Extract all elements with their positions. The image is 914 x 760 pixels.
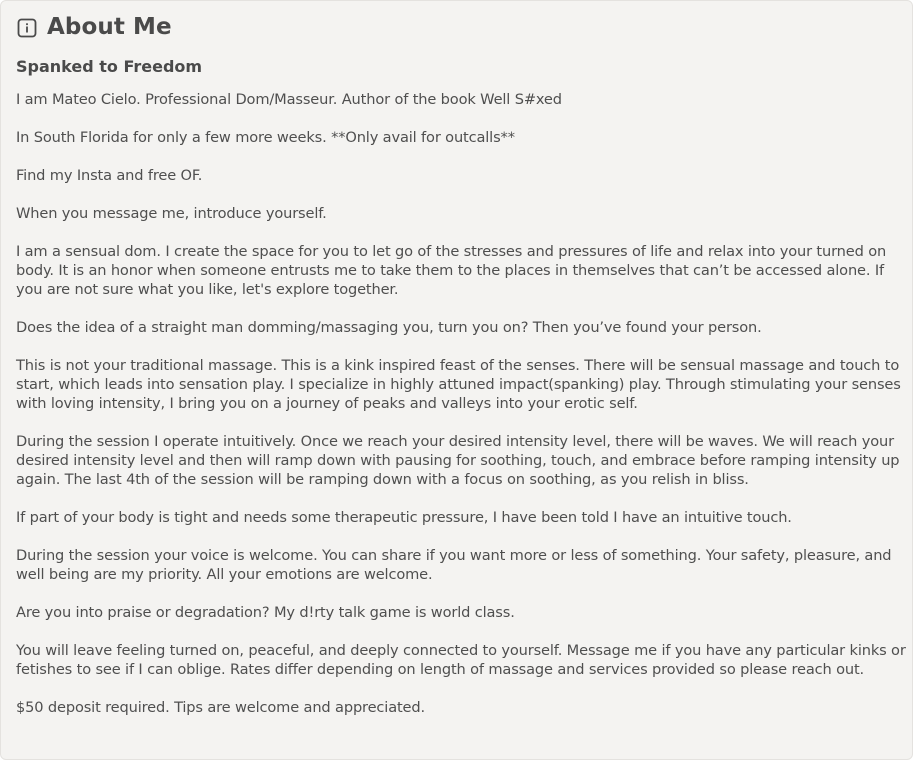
paragraph: This is not your traditional massage. This is a kink inspired feast of the senses. There will be sensual massage and touch to start, which leads into sensation play. I specialize in highly attuned impact(spanking) play. Through stimulating your senses with loving intensity, I bring you on a journey of peaks and valleys into your erotic self.: [16, 357, 901, 412]
paragraph: Does the idea of a straight man domming/massaging you, turn you on? Then you’ve found your person.: [16, 319, 762, 336]
paragraph: In South Florida for only a few more weeks. **Only avail for outcalls**: [16, 129, 515, 146]
about-body: [16, 90, 906, 736]
paragraph: Are you into praise or degradation? My d!rty talk game is world class.: [16, 604, 515, 621]
paragraph: During the session I operate intuitively. Once we reach your desired intensity level, there will be waves. We will reach your desired intensity level and then will ramp down with pausing for soothing, touch, and embrace before ramping intensity up again. The last 4th of the session will be ramping down with a focus on soothing, as you relish in bliss.: [16, 433, 900, 488]
section-title: About Me: [47, 14, 172, 40]
paragraph: Find my Insta and free OF.: [16, 167, 203, 184]
section-header: [17, 11, 172, 43]
paragraph: I am Mateo Cielo. Professional Dom/Masseur. Author of the book Well S#xed: [16, 91, 562, 108]
paragraph: When you message me, introduce yourself.: [16, 205, 327, 222]
paragraph: You will leave feeling turned on, peaceful, and deeply connected to yourself. Message me if you have any particular kinks or fetishes to see if I can oblige. Rates differ depending on length of massage and services provided so please reach out.: [16, 642, 906, 678]
info-icon: [17, 18, 37, 38]
paragraph: I am a sensual dom. I create the space for you to let go of the stresses and pressures of life and relax into your turned on body. It is an honor when someone entrusts me to take them to the places in themselves that can’t be accessed alone. If you are not sure what you like, let's explore together.: [16, 243, 887, 298]
paragraph: If part of your body is tight and needs some therapeutic pressure, I have been told I have an intuitive touch.: [16, 509, 792, 526]
paragraph: During the session your voice is welcome. You can share if you want more or less of something. Your safety, pleasure, and well being are my priority. All your emotions are welcome.: [16, 547, 892, 583]
profile-headline: Spanked to Freedom: [16, 57, 203, 76]
paragraph: $50 deposit required. Tips are welcome and appreciated.: [16, 699, 425, 716]
